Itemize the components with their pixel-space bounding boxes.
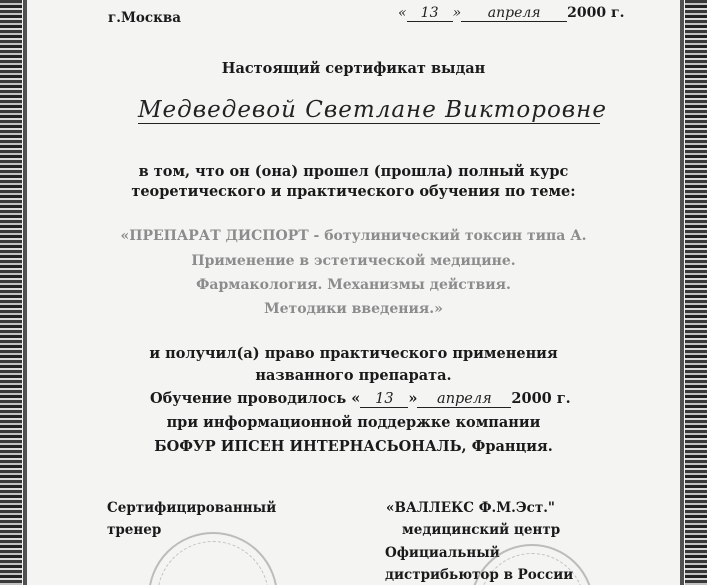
right-line-2: названного препарата. — [255, 367, 452, 384]
trainer-label-line-2: тренер — [107, 522, 162, 538]
city-label: г.Москва — [108, 10, 182, 26]
date-close-quote: » — [452, 5, 462, 21]
topic-line-1: «ПРЕПАРАТ ДИСПОРТ - ботулинический токсин типа А. — [120, 228, 587, 244]
center-distributor: дистрибьютор в России — [385, 567, 574, 583]
training-date — [150, 390, 571, 408]
training-month: апреля — [417, 391, 511, 408]
trainer-label-line-1: Сертифицированный — [107, 500, 277, 516]
topic-line-4: Методики введения.» — [264, 301, 443, 317]
center-type: медицинский центр — [402, 522, 561, 538]
recipient-name: Медведевой Светлане Викторовне — [138, 97, 607, 123]
topic-line-2: Применение в эстетической медицине. — [191, 253, 516, 269]
topic-line-3: Фармакология. Механизмы действия. — [196, 277, 511, 293]
issued-heading: Настоящий сертификат выдан — [221, 60, 486, 77]
date-month: апреля — [461, 5, 567, 22]
training-close-quote: » — [408, 390, 418, 407]
company-name: БОФУР ИПСЕН ИНТЕРНАСЬОНАЛЬ, Франция. — [154, 438, 553, 455]
statement-line-2: теоретического и практического обучения по теме: — [131, 183, 576, 200]
statement-line-1: в том, что он (она) прошел (прошла) полный курс — [138, 163, 569, 180]
date-year: 2000 г. — [567, 5, 625, 21]
right-line-1: и получил(а) право практического применения — [149, 345, 558, 362]
support-line: при информационной поддержке компании — [166, 414, 541, 431]
training-day: 13 — [360, 391, 408, 408]
center-official: Официальный — [385, 545, 500, 561]
date-open-quote: « — [398, 5, 407, 21]
trainer-stamp — [148, 532, 278, 585]
date-day: 13 — [407, 5, 453, 22]
center-name: «ВАЛЛЕКС Ф.М.Эст." — [386, 500, 555, 516]
training-year: 2000 г. — [511, 390, 571, 407]
issue-date — [398, 5, 624, 22]
training-prefix: Обучение проводилось « — [150, 390, 361, 407]
